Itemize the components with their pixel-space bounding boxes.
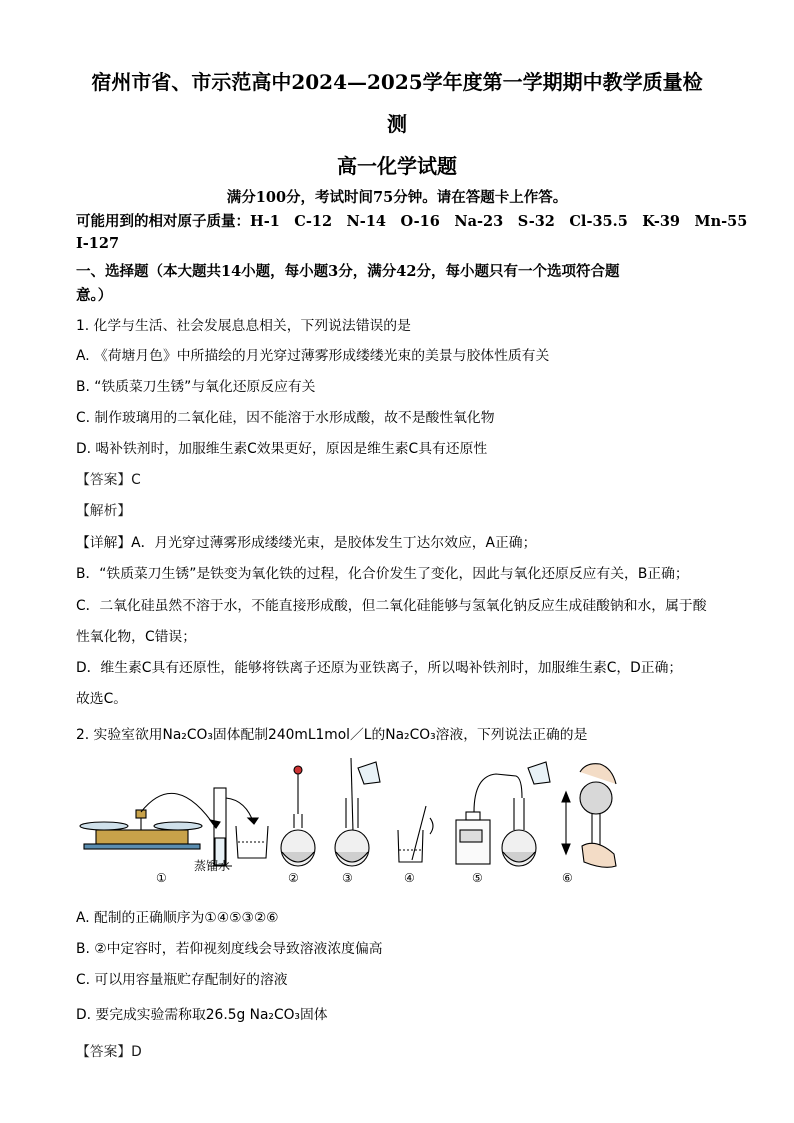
exam-notice: 满分100分，考试时间75分钟。请在答题卡上作答。 [226, 189, 568, 206]
fig-label-1: ① [156, 871, 167, 885]
fig-label-3: ③ [342, 871, 353, 885]
q2-option-c: C. 可以用容量瓶贮存配制好的溶液 [76, 972, 288, 988]
q1-detail-line4: 性氧化物，C错误； [76, 629, 197, 645]
atomic-masses-line1: 可能用到的相对原子质量：H-1 C-12 N-14 O-16 Na-23 S-32 Cl-35.5 K-39 Mn-55 [76, 213, 748, 230]
flask-inversion-icon [562, 764, 616, 868]
fig-label-5: ⑤ [472, 871, 483, 885]
q1-detail-line6: 故选C。 [76, 691, 128, 707]
q1-detail-line3: C．二氧化硅虽然不溶于水，不能直接形成酸，但二氧化硅能够与氢氧化钠反应生成硅酸钠和水，属于酸 [76, 598, 707, 614]
exam-title-line1: 宿州市省、市示范高中2024—2025学年度第一学期期中教学质量检 [91, 70, 703, 94]
beaker-icon [236, 826, 268, 858]
subject-title: 高一化学试题 [337, 154, 457, 178]
volumetric-flask-dropper-icon [281, 766, 315, 866]
q2-option-b: B. ②中定容时，若仰视刻度线会导致溶液浓度偏高 [76, 941, 383, 957]
q1-detail-line2: B．“铁质菜刀生锈”是铁变为氧化铁的过程，化合价发生了变化，因此与氧化还原反应有关，B正确； [76, 566, 689, 582]
beaker-stirring-icon [398, 806, 433, 862]
q1-option-a: A. 《荷塘月色》中所描绘的月光穿过薄雾形成缕缕光束的美景与胶体性质有关 [76, 348, 550, 364]
q2-option-d: D. 要完成实验需称取26.5g Na₂CO₃固体 [76, 1007, 328, 1023]
q2-apparatus-figure [76, 758, 716, 893]
volumetric-flask-rod-icon [335, 758, 380, 866]
exam-title-line2: 测 [387, 112, 407, 136]
q2-option-a: A. 配制的正确顺序为①④⑤③②⑥ [76, 910, 279, 926]
q1-analysis-label: 【解析】 [76, 503, 132, 519]
fig-label-6: ⑥ [562, 871, 573, 885]
apparatus-diagram [76, 758, 716, 893]
atomic-masses-line2: I-127 [76, 235, 120, 252]
wash-bottle-flask-icon [456, 762, 550, 866]
distilled-water-label: 蒸馏水 [194, 859, 231, 873]
q1-answer: 【答案】C [76, 472, 141, 488]
q1-option-c: C. 制作玻璃用的二氧化硅，因不能溶于水形成酸，故不是酸性氧化物 [76, 410, 495, 426]
section-heading-line2: 意。） [76, 287, 113, 304]
q2-stem: 2. 实验室欲用Na₂CO₃固体配制240mL1mol／L的Na₂CO₃溶液，下列说法正确的是 [76, 727, 588, 743]
q1-detail-line5: D．维生素C具有还原性，能够将铁离子还原为亚铁离子，所以喝补铁剂时，加服维生素C，D正确； [76, 660, 683, 676]
q2-answer: 【答案】D [76, 1044, 142, 1060]
q1-option-d: D. 喝补铁剂时，加服维生素C效果更好，原因是维生素C具有还原性 [76, 441, 488, 457]
q1-option-b: B. “铁质菜刀生锈”与氧化还原反应有关 [76, 379, 316, 395]
fig-label-4: ④ [404, 871, 415, 885]
q1-stem: 1. 化学与生活、社会发展息息相关，下列说法错误的是 [76, 318, 411, 334]
q1-detail-line1: 【详解】A．月光穿过薄雾形成缕缕光束，是胶体发生丁达尔效应，A正确； [76, 535, 537, 551]
fig-label-2: ② [288, 871, 299, 885]
balance-icon [80, 793, 220, 849]
section-heading-line1: 一、选择题（本大题共14小题，每小题3分，满分42分，每小题只有一个选项符合题 [76, 263, 620, 280]
